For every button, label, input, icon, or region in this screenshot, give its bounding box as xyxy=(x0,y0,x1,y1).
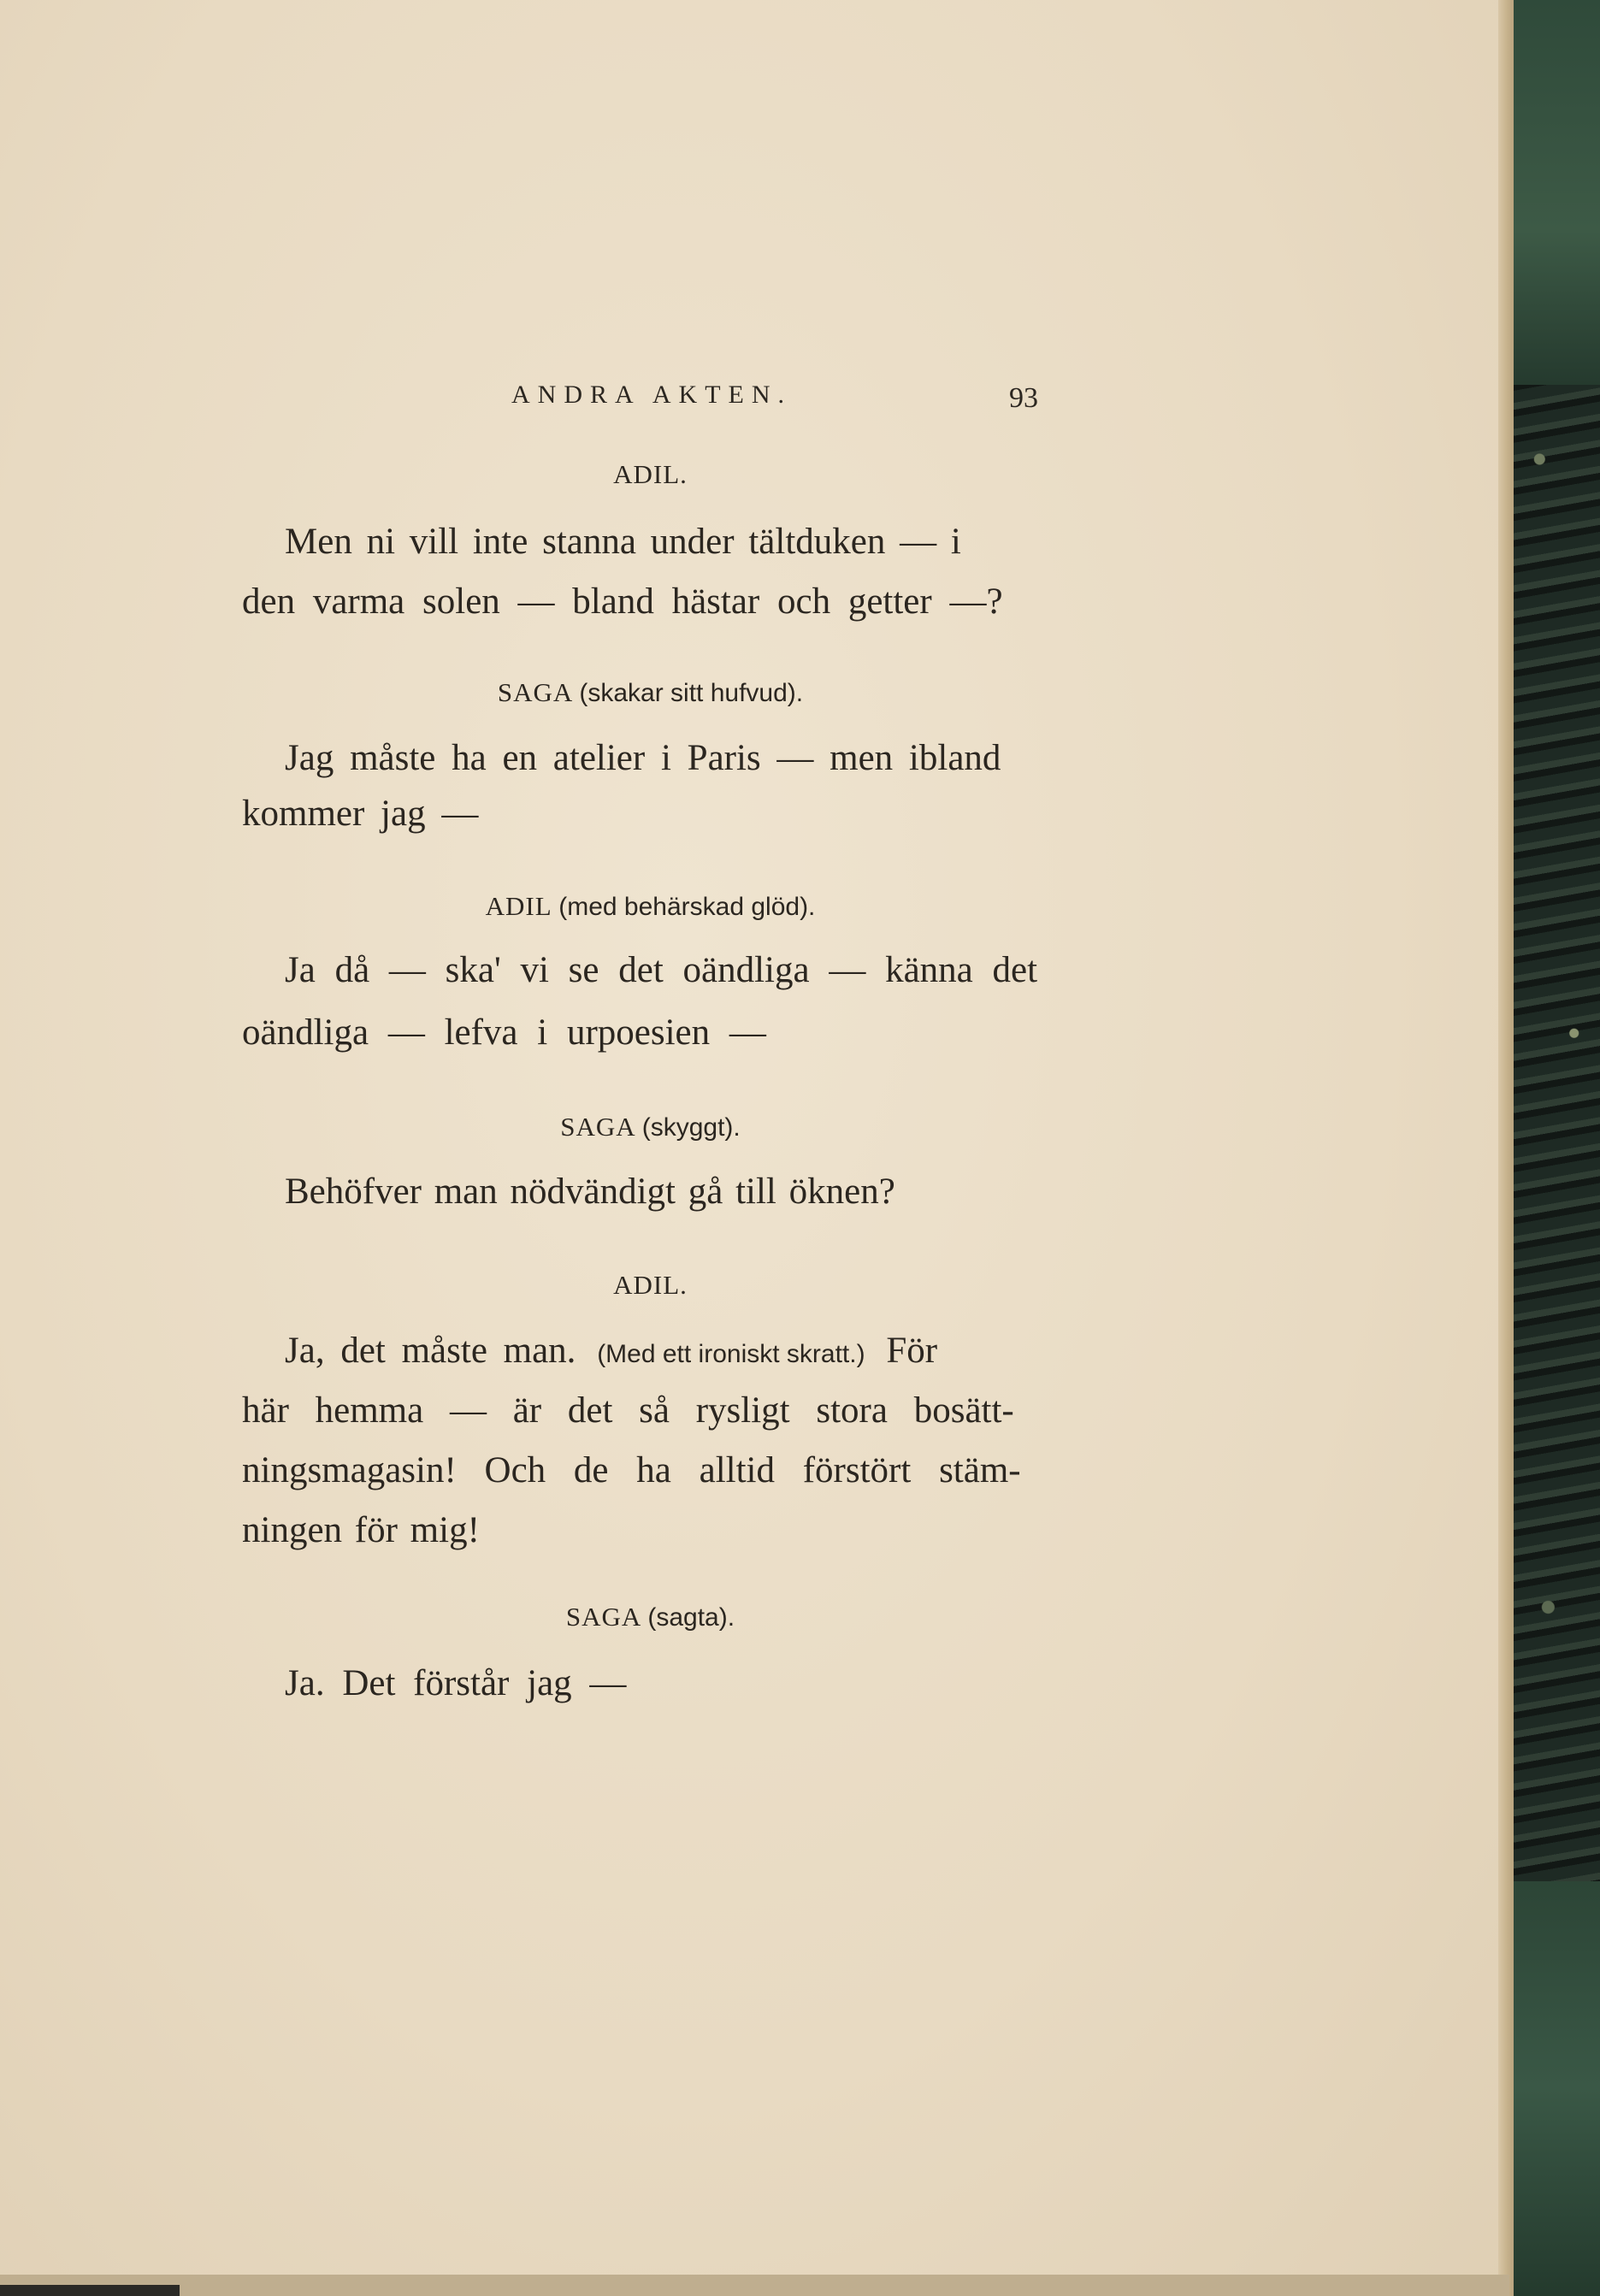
text-line xyxy=(242,523,1059,560)
page-edge xyxy=(1498,0,1514,2296)
text-line xyxy=(242,1014,1059,1051)
line-text: kommer jag — xyxy=(242,794,479,834)
page-header xyxy=(0,381,1509,423)
stage-direction: (skakar sitt hufvud). xyxy=(579,679,804,707)
text-line xyxy=(242,795,1059,832)
text-line xyxy=(242,1665,1059,1702)
inline-stage-direction: (Med ett ironiskt skratt.) xyxy=(597,1340,865,1368)
text-line xyxy=(242,1512,1059,1549)
page-bottom-edge xyxy=(0,2275,1509,2296)
line-text: Ja. Det förstår jag — xyxy=(285,1663,627,1703)
text-line xyxy=(242,1452,1059,1489)
text-line xyxy=(242,583,1059,620)
speaker-heading xyxy=(242,677,1059,708)
text-line xyxy=(242,1392,1059,1429)
speaker-name: ADIL. xyxy=(613,459,688,489)
line-text: ningen för mig! xyxy=(242,1510,480,1550)
page-number: 93 xyxy=(1009,382,1038,414)
line-text: Jag måste ha en atelier i Paris — men ibland xyxy=(285,738,1001,778)
line-text: Behöfver man nödvändigt gå till öknen? xyxy=(285,1172,895,1212)
text-line xyxy=(242,740,1059,776)
speaker-heading xyxy=(242,891,1059,922)
line-text: Ja, det måste man. xyxy=(285,1331,576,1371)
text-line xyxy=(242,1173,1059,1210)
stage-direction: (med behärskad glöd). xyxy=(558,893,816,921)
speaker-name: ADIL. xyxy=(613,1270,688,1300)
text-line xyxy=(242,1332,1059,1369)
line-text: Men ni vill inte stanna under tältduken — i xyxy=(285,522,961,562)
line-text: oändliga — lefva i urpoesien — xyxy=(242,1012,766,1053)
page-bottom-shadow xyxy=(0,2285,180,2296)
binding-spine-top xyxy=(1514,0,1600,385)
running-head: ANDRA AKTEN. xyxy=(511,381,793,409)
speaker-heading xyxy=(242,459,1059,490)
stage-direction: (skyggt). xyxy=(641,1113,741,1142)
line-text: ningsmagasin! Och de ha alltid förstört stäm- xyxy=(242,1450,1021,1490)
speaker-name: ADIL xyxy=(485,891,552,921)
speaker-heading xyxy=(242,1270,1059,1301)
binding-spine-bottom xyxy=(1514,1881,1600,2296)
text-line xyxy=(242,952,1059,989)
speaker-name: SAGA xyxy=(565,1602,641,1632)
line-text: här hemma — är det så rysligt stora bosätt- xyxy=(242,1390,1014,1431)
speaker-name: SAGA xyxy=(497,677,572,707)
speaker-name: SAGA xyxy=(560,1112,635,1142)
stage-direction: (sagta). xyxy=(647,1603,735,1632)
line-text: Ja då — ska' vi se det oändliga — känna det xyxy=(285,950,1038,990)
line-text: den varma solen — bland hästar och getter —? xyxy=(242,581,1003,622)
line-text: För xyxy=(886,1331,938,1371)
speaker-heading xyxy=(242,1112,1059,1142)
speaker-heading xyxy=(242,1602,1059,1632)
